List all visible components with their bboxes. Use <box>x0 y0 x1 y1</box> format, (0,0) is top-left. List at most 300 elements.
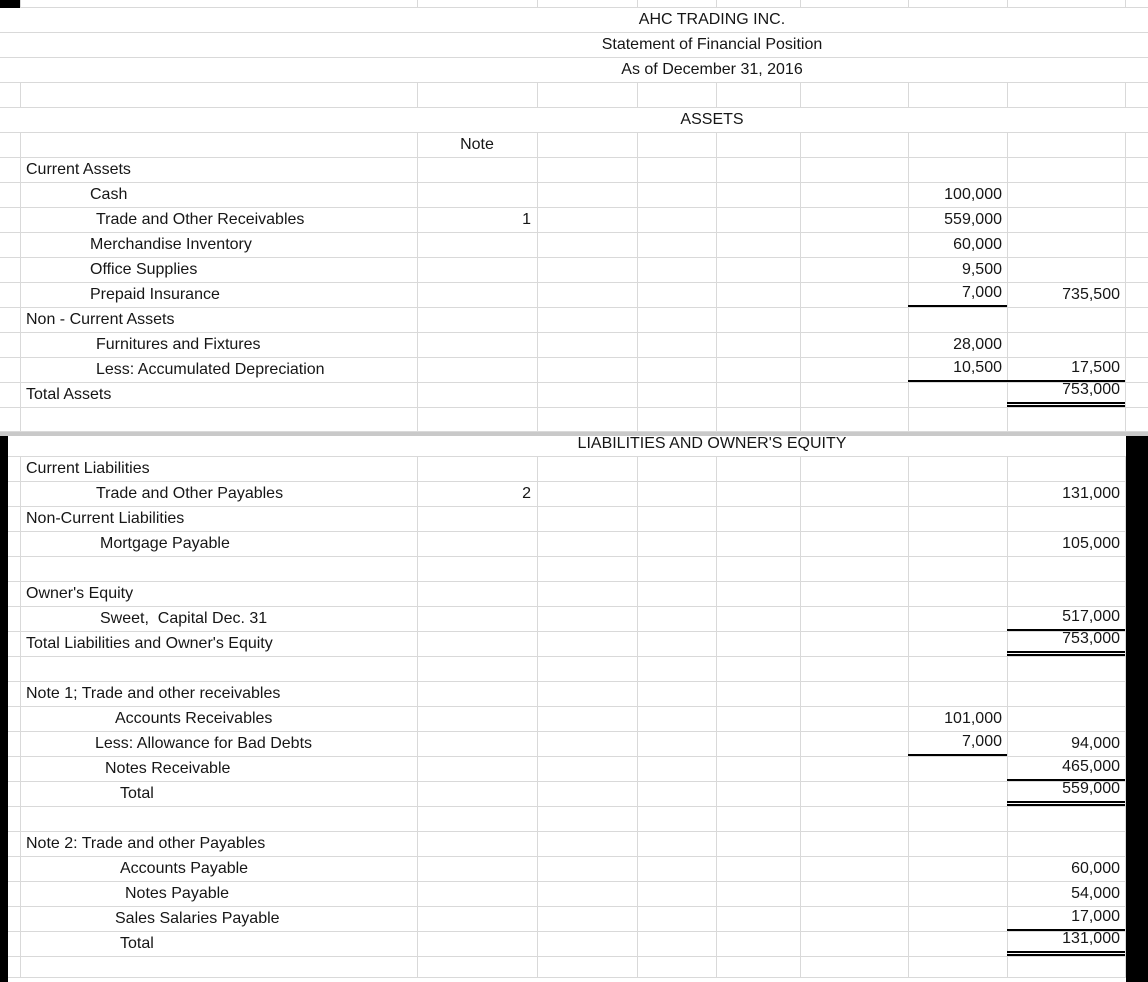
gridline <box>908 532 909 556</box>
sheet-row-note-1-trade-and-other-receivables <box>0 682 1148 707</box>
gridline <box>716 308 717 332</box>
gridline <box>1007 0 1008 7</box>
gridline <box>908 607 909 631</box>
gridline <box>800 283 801 307</box>
gridline <box>637 482 638 506</box>
gridline <box>716 582 717 606</box>
gridline <box>908 582 909 606</box>
label-cell-prepaid-insurance[interactable]: Prepaid Insurance <box>90 286 220 303</box>
gridline <box>800 158 801 182</box>
gridline <box>1007 258 1008 282</box>
amount-cell-col1[interactable]: 559,000 <box>944 211 1002 228</box>
gridline <box>716 482 717 506</box>
gridline <box>20 83 21 107</box>
label-cell-non-current-assets[interactable]: Non - Current Assets <box>26 311 175 328</box>
label-cell-total-assets[interactable]: Total Assets <box>26 386 112 403</box>
gridline <box>417 707 418 731</box>
label-cell-total[interactable]: Total <box>120 785 154 802</box>
gridline <box>908 158 909 182</box>
gridline <box>800 507 801 531</box>
title-cell-assets[interactable]: ASSETS <box>680 111 744 128</box>
gridline <box>908 932 909 956</box>
gridline <box>537 557 538 581</box>
gridline <box>716 757 717 781</box>
label-cell-less-accumulated-depreciation[interactable]: Less: Accumulated Depreciation <box>96 361 325 378</box>
gridline <box>417 507 418 531</box>
gridline <box>637 283 638 307</box>
amount-cell-col2[interactable]: 60,000 <box>1071 860 1120 877</box>
gridline <box>417 957 418 977</box>
sheet-row-less-allowance-for-bad-debts <box>0 732 1148 757</box>
merged-title-row-ahc-trading-inc <box>0 8 1148 33</box>
label-cell-current-assets[interactable]: Current Assets <box>26 161 131 178</box>
gridline <box>537 457 538 481</box>
gridline <box>800 83 801 107</box>
sheet-row-notes-payable <box>0 882 1148 907</box>
empty-row <box>0 133 1148 158</box>
gridline <box>800 682 801 706</box>
gridline <box>716 158 717 182</box>
gridline <box>716 258 717 282</box>
amount-cell-col2[interactable]: 559,000 <box>1007 782 1125 806</box>
amount-cell-col2[interactable]: 753,000 <box>1007 632 1125 656</box>
label-cell-accounts-receivables[interactable]: Accounts Receivables <box>115 710 273 727</box>
gridline <box>800 557 801 581</box>
gridline <box>908 907 909 931</box>
gridline <box>1125 408 1126 431</box>
gridline <box>637 133 638 157</box>
label-cell-note-2-trade-and-other-payables[interactable]: Note 2: Trade and other Payables <box>26 835 266 852</box>
gridline <box>537 832 538 856</box>
gridline <box>637 233 638 257</box>
label-cell-sweet-capital-dec-31[interactable]: Sweet, Capital Dec. 31 <box>100 610 268 627</box>
merged-title-row-statement-of-financial-position <box>0 33 1148 58</box>
gridline <box>537 857 538 881</box>
gridline <box>1125 158 1126 182</box>
gridline <box>1007 133 1008 157</box>
gridline <box>537 782 538 806</box>
gridline <box>537 657 538 681</box>
gridline <box>800 358 801 382</box>
gridline <box>417 857 418 881</box>
gridline <box>537 907 538 931</box>
gridline <box>716 832 717 856</box>
gridline <box>716 782 717 806</box>
gridline <box>537 408 538 431</box>
gridline <box>800 258 801 282</box>
black-corner-top-left <box>0 0 20 8</box>
gridline <box>908 457 909 481</box>
gridline <box>537 283 538 307</box>
gridline <box>20 0 21 7</box>
gridline <box>417 907 418 931</box>
sheet-row-less-accumulated-depreciation <box>0 358 1148 383</box>
gridline <box>800 0 801 7</box>
gridline <box>716 383 717 407</box>
gridline <box>1007 807 1008 831</box>
gridline <box>20 957 21 977</box>
gridline <box>537 482 538 506</box>
gridline <box>417 358 418 382</box>
gridline <box>537 233 538 257</box>
gridline <box>716 707 717 731</box>
gridline <box>417 258 418 282</box>
empty-row <box>0 408 1148 432</box>
gridline <box>800 632 801 656</box>
sheet-row-current-liabilities <box>0 457 1148 482</box>
label-cell-owner-s-equity[interactable]: Owner's Equity <box>26 585 134 602</box>
sheet-row-current-assets <box>0 158 1148 183</box>
gridline <box>908 807 909 831</box>
gridline <box>537 957 538 977</box>
sheet-row-total-assets <box>0 383 1148 408</box>
gridline <box>800 233 801 257</box>
gridline <box>637 882 638 906</box>
gridline <box>637 807 638 831</box>
gridline <box>417 932 418 956</box>
gridline <box>20 408 21 431</box>
sheet-row-accounts-receivables <box>0 707 1148 732</box>
note-ref-cell[interactable]: 2 <box>522 485 531 502</box>
gridline <box>908 308 909 332</box>
gridline <box>800 932 801 956</box>
amount-cell-col1[interactable]: 28,000 <box>953 336 1002 353</box>
gridline <box>417 782 418 806</box>
gridline <box>417 882 418 906</box>
merged-title-row-liabilities-and-owner-s-equity <box>0 432 1148 457</box>
gridline <box>800 532 801 556</box>
sheet-row-trade-and-other-receivables <box>0 208 1148 233</box>
gridline <box>637 308 638 332</box>
gridline <box>537 507 538 531</box>
label-cell-furnitures-and-fixtures[interactable]: Furnitures and Fixtures <box>96 336 261 353</box>
gridline <box>637 557 638 581</box>
gridline <box>908 557 909 581</box>
label-cell-accounts-payable[interactable]: Accounts Payable <box>120 860 249 877</box>
title-cell-as-of-december-31-2016[interactable]: As of December 31, 2016 <box>621 61 803 78</box>
label-cell-trade-and-other-receivables[interactable]: Trade and Other Receivables <box>96 211 305 228</box>
gridline <box>800 333 801 357</box>
gridline <box>800 857 801 881</box>
gridline <box>800 782 801 806</box>
gridline <box>800 732 801 756</box>
label-cell-total-liabilities-and-owner-s-equity[interactable]: Total Liabilities and Owner's Equity <box>26 635 273 652</box>
label-cell-merchandise-inventory[interactable]: Merchandise Inventory <box>90 236 252 253</box>
note-ref-cell[interactable]: 1 <box>522 211 531 228</box>
gridline <box>537 208 538 232</box>
gridline <box>716 457 717 481</box>
gridline <box>716 882 717 906</box>
gridline <box>800 957 801 977</box>
gridline <box>417 457 418 481</box>
gridline <box>716 532 717 556</box>
sheet-row-non-current-assets <box>0 308 1148 333</box>
gridline <box>716 632 717 656</box>
gridline <box>1007 233 1008 257</box>
title-cell-liabilities-and-owner-s-equity[interactable]: LIABILITIES AND OWNER'S EQUITY <box>577 435 847 452</box>
gridline <box>637 457 638 481</box>
black-edge-right <box>1126 436 1148 982</box>
gridline <box>537 582 538 606</box>
gridline <box>1007 557 1008 581</box>
gridline <box>716 807 717 831</box>
amount-cell-col2[interactable]: 17,500 <box>1007 358 1125 382</box>
gridline <box>908 0 909 7</box>
gridline <box>537 707 538 731</box>
sheet-row-cash <box>0 183 1148 208</box>
label-cell-sales-salaries-payable[interactable]: Sales Salaries Payable <box>115 910 280 927</box>
amount-cell-col2[interactable]: 465,000 <box>1007 757 1125 781</box>
gridline <box>537 632 538 656</box>
amount-cell-col2[interactable]: 753,000 <box>1007 383 1125 407</box>
gridline <box>1125 333 1126 357</box>
gridline <box>1007 707 1008 731</box>
gridline <box>1007 183 1008 207</box>
gridline <box>417 632 418 656</box>
gridline <box>637 682 638 706</box>
amount-cell-col2[interactable]: 105,000 <box>1062 535 1120 552</box>
gridline <box>417 408 418 431</box>
amount-cell-col1[interactable]: 7,000 <box>908 283 1007 307</box>
gridline <box>637 258 638 282</box>
gridline <box>800 133 801 157</box>
empty-row <box>0 83 1148 108</box>
gridline <box>537 358 538 382</box>
gridline <box>20 807 21 831</box>
gridline <box>800 582 801 606</box>
amount-cell-col2[interactable]: 131,000 <box>1007 932 1125 956</box>
gridline <box>417 233 418 257</box>
gridline <box>800 408 801 431</box>
gridline <box>417 682 418 706</box>
empty-row <box>0 557 1148 582</box>
gridline <box>637 932 638 956</box>
sheet-row-furnitures-and-fixtures <box>0 333 1148 358</box>
gridline <box>908 482 909 506</box>
gridline <box>537 183 538 207</box>
gridline <box>417 757 418 781</box>
gridline <box>417 657 418 681</box>
title-cell-statement-of-financial-position[interactable]: Statement of Financial Position <box>601 36 823 53</box>
sheet-row-accounts-payable <box>0 857 1148 882</box>
black-edge-left <box>0 436 8 982</box>
gridline <box>637 857 638 881</box>
sheet-row-sales-salaries-payable <box>0 907 1148 932</box>
gridline <box>637 607 638 631</box>
gridline <box>716 333 717 357</box>
sheet-row-office-supplies <box>0 258 1148 283</box>
gridline <box>20 557 21 581</box>
gridline <box>908 857 909 881</box>
sheet-row-total-liabilities-and-owner-s-equity <box>0 632 1148 657</box>
gridline <box>417 607 418 631</box>
gridline <box>1125 383 1126 407</box>
sheet-row-owner-s-equity <box>0 582 1148 607</box>
gridline <box>1125 233 1126 257</box>
gridline <box>716 83 717 107</box>
sheet-row-sweet-capital-dec-31 <box>0 607 1148 632</box>
sheet-row-non-current-liabilities <box>0 507 1148 532</box>
gridline <box>800 383 801 407</box>
gridline <box>417 83 418 107</box>
gridline <box>1007 408 1008 431</box>
gridline <box>800 807 801 831</box>
gridline <box>537 158 538 182</box>
gridline <box>908 632 909 656</box>
gridline <box>716 358 717 382</box>
gridline <box>20 657 21 681</box>
gridline <box>537 133 538 157</box>
gridline <box>716 283 717 307</box>
gridline <box>417 183 418 207</box>
amount-cell-col2[interactable]: 54,000 <box>1071 885 1120 902</box>
gridline <box>908 832 909 856</box>
gridline <box>537 682 538 706</box>
amount-cell-col2[interactable]: 735,500 <box>1062 286 1120 303</box>
gridline <box>537 333 538 357</box>
gridline <box>417 832 418 856</box>
gridline <box>637 0 638 7</box>
gridline <box>20 133 21 157</box>
label-cell-notes-payable[interactable]: Notes Payable <box>125 885 230 902</box>
gridline <box>908 957 909 977</box>
gridline <box>716 408 717 431</box>
gridline <box>537 732 538 756</box>
gridline <box>716 732 717 756</box>
label-cell-mortgage-payable[interactable]: Mortgage Payable <box>100 535 230 552</box>
gridline <box>637 907 638 931</box>
gridline <box>800 208 801 232</box>
label-cell-office-supplies[interactable]: Office Supplies <box>90 261 198 278</box>
amount-cell-col1[interactable]: 9,500 <box>961 261 1002 278</box>
gridline <box>637 657 638 681</box>
gridline <box>1007 308 1008 332</box>
sheet-row-merchandise-inventory <box>0 233 1148 258</box>
amount-cell-col2[interactable]: 94,000 <box>1071 735 1120 752</box>
gridline <box>716 657 717 681</box>
amount-cell-col1[interactable]: 60,000 <box>953 236 1002 253</box>
empty-row <box>0 957 1148 978</box>
gridline <box>1125 183 1126 207</box>
gridline <box>908 383 909 407</box>
gridline <box>537 83 538 107</box>
gridline <box>716 607 717 631</box>
label-cell-total[interactable]: Total <box>120 935 154 952</box>
gridline <box>1007 832 1008 856</box>
gridline <box>637 582 638 606</box>
gridline <box>1007 682 1008 706</box>
amount-cell-col1[interactable]: 7,000 <box>908 732 1007 756</box>
gridline <box>716 208 717 232</box>
gridline <box>1125 308 1126 332</box>
amount-cell-col1[interactable]: 10,500 <box>908 358 1007 382</box>
label-cell-current-liabilities[interactable]: Current Liabilities <box>26 460 150 477</box>
gridline <box>716 233 717 257</box>
gridline <box>637 208 638 232</box>
gridline <box>908 133 909 157</box>
sheet-row-total <box>0 782 1148 807</box>
gridline <box>537 607 538 631</box>
gridline <box>637 333 638 357</box>
gridline <box>1125 0 1126 7</box>
gridline <box>537 532 538 556</box>
gridline <box>800 308 801 332</box>
amount-cell-col1[interactable]: 100,000 <box>944 186 1002 203</box>
label-cell-non-current-liabilities[interactable]: Non-Current Liabilities <box>26 510 185 527</box>
gridline <box>417 0 418 7</box>
label-cell-notes-receivable[interactable]: Notes Receivable <box>105 760 231 777</box>
gridline <box>637 782 638 806</box>
label-cell-cash[interactable]: Cash <box>90 186 128 203</box>
gridline <box>537 308 538 332</box>
amount-cell-col2[interactable]: 131,000 <box>1062 485 1120 502</box>
gridline <box>637 707 638 731</box>
gridline <box>1007 657 1008 681</box>
sheet-row-mortgage-payable <box>0 532 1148 557</box>
gridline <box>417 732 418 756</box>
gridline <box>716 0 717 7</box>
gridline <box>417 532 418 556</box>
label-cell-trade-and-other-payables[interactable]: Trade and Other Payables <box>96 485 284 502</box>
sheet-row-prepaid-insurance <box>0 283 1148 308</box>
gridline <box>716 857 717 881</box>
gridline <box>908 657 909 681</box>
gridline <box>716 682 717 706</box>
gridline <box>637 358 638 382</box>
note-column-header[interactable]: Note <box>460 136 494 153</box>
gridline <box>417 383 418 407</box>
gridline <box>637 383 638 407</box>
gridline <box>1007 507 1008 531</box>
gridline <box>637 183 638 207</box>
amount-cell-col1[interactable]: 101,000 <box>944 710 1002 727</box>
title-cell-ahc-trading-inc[interactable]: AHC TRADING INC. <box>638 11 786 28</box>
gridline <box>1007 83 1008 107</box>
gridline <box>1007 582 1008 606</box>
gridline <box>716 932 717 956</box>
gridline <box>1125 83 1126 107</box>
gridline <box>1125 133 1126 157</box>
gridline <box>1125 258 1126 282</box>
gridline <box>716 957 717 977</box>
sheet-row-total <box>0 932 1148 957</box>
sheet-row-note-2-trade-and-other-payables <box>0 832 1148 857</box>
amount-cell-col2[interactable]: 17,000 <box>1007 907 1125 931</box>
gridline <box>908 408 909 431</box>
gridline <box>417 333 418 357</box>
gridline <box>637 83 638 107</box>
sheet-row-notes-receivable <box>0 757 1148 782</box>
amount-cell-col2[interactable]: 517,000 <box>1007 607 1125 631</box>
gridline <box>716 133 717 157</box>
liabilities-sheet-section <box>0 432 1148 978</box>
gridline <box>417 582 418 606</box>
gridline <box>716 507 717 531</box>
gridline <box>800 882 801 906</box>
gridline <box>800 832 801 856</box>
gridline <box>1125 283 1126 307</box>
gridline <box>417 283 418 307</box>
gridline <box>1007 457 1008 481</box>
label-cell-note-1-trade-and-other-receivables[interactable]: Note 1; Trade and other receivables <box>26 685 281 702</box>
empty-row <box>0 807 1148 832</box>
gridline <box>417 308 418 332</box>
gridline <box>800 457 801 481</box>
label-cell-less-allowance-for-bad-debts[interactable]: Less: Allowance for Bad Debts <box>95 735 313 752</box>
gridline <box>1007 208 1008 232</box>
gridline <box>1007 158 1008 182</box>
gridline <box>637 158 638 182</box>
